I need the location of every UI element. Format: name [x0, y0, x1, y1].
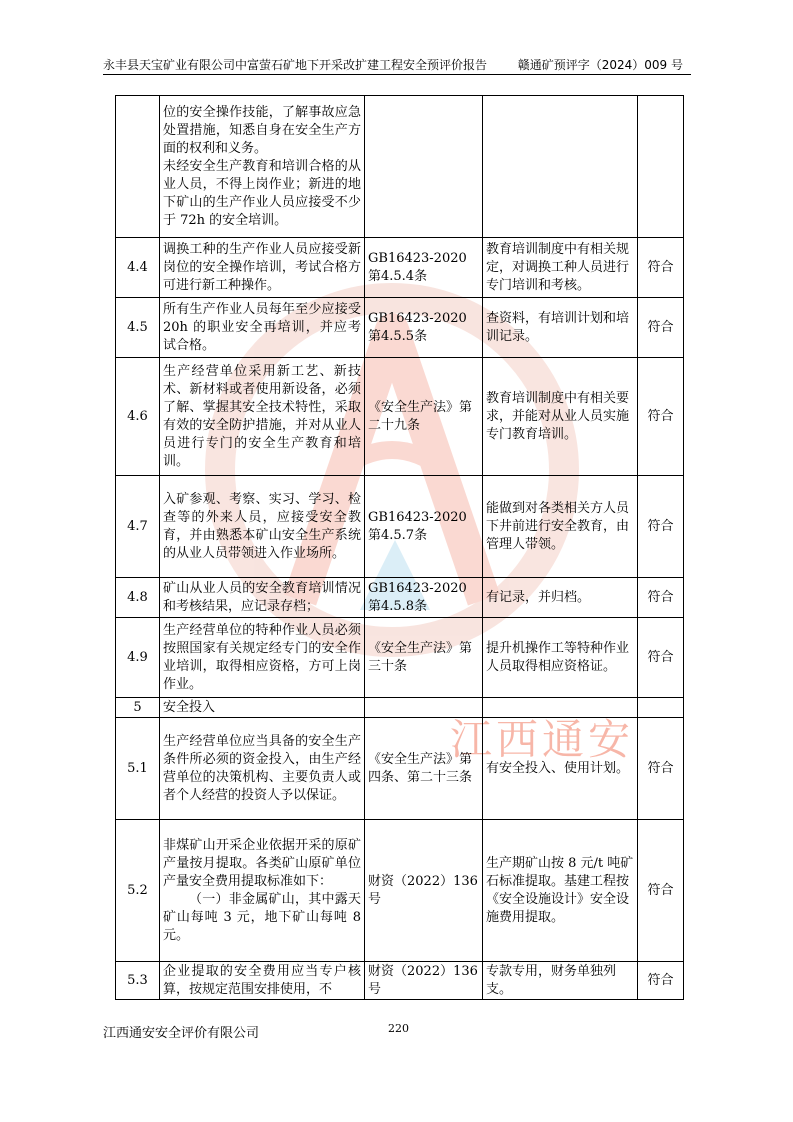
result-cell [638, 698, 684, 718]
requirement-text: 所有生产作业人员每年至少应接受 20h 的职业安全再培训，并应考试合格。 [163, 301, 361, 353]
item-number: 5 [116, 698, 160, 718]
report-title: 永丰县天宝矿业有限公司中富萤石矿地下开采改扩建工程安全预评价报告 [103, 58, 488, 72]
evaluation-table [115, 95, 684, 1000]
item-number [116, 96, 160, 238]
basis-cell: GB16423-2020第4.5.4条 [365, 238, 483, 298]
item-number: 4.4 [116, 238, 160, 298]
result-cell: 符合 [638, 238, 684, 298]
result-cell: 符合 [638, 820, 684, 962]
basis-cell: GB16423-2020第4.5.8条 [365, 578, 483, 618]
requirement-text: 未经安全生产教育和培训合格的从业人员，不得上岗作业；新进的地下矿山的生产作业人员应接受不少于 72h 的安全培训。 [163, 158, 361, 228]
basis-cell [365, 698, 483, 718]
basis-cell: 财资（2022）136号 [365, 962, 483, 1000]
table-row [116, 618, 684, 698]
status-cell [483, 698, 638, 718]
result-cell: 符合 [638, 962, 684, 1000]
result-cell: 符合 [638, 476, 684, 578]
result-cell [638, 96, 684, 238]
requirement-text: （一）非金属矿山，其中露天矿山每吨 3 元，地下矿山每吨 8 元。 [163, 891, 361, 943]
result-cell: 符合 [638, 298, 684, 358]
requirement-text: 生产经营单位应当具备的安全生产条件所必须的资金投入，由生产经营单位的决策机构、主要负责人或者个人经营的投资人予以保证。 [163, 733, 361, 803]
status-cell [483, 96, 638, 238]
requirement-cell [160, 476, 365, 578]
requirement-text: 生产经营单位的特种作业人员必须按照国家有关规定经专门的安全作业培训，取得相应资格，方可上岗作业。 [163, 622, 361, 692]
table-row [116, 962, 684, 1000]
basis-cell: GB16423-2020第4.5.7条 [365, 476, 483, 578]
requirement-text: 矿山从业人员的安全教育培训情况和考核结果，应记录存档； [163, 580, 361, 614]
document-number: 赣通矿预评字（2024）009 号 [517, 58, 683, 72]
status-cell: 提升机操作工等特种作业人员取得相应资格证。 [483, 618, 638, 698]
item-number: 4.8 [116, 578, 160, 618]
table-row [116, 358, 684, 476]
status-cell: 教育培训制度中有相关规定，对调换工种人员进行专门培训和考核。 [483, 238, 638, 298]
item-number: 4.7 [116, 476, 160, 578]
table-row [116, 578, 684, 618]
status-cell: 专款专用，财务单独列支。 [483, 962, 638, 1000]
requirement-text: 非煤矿山开采企业依据开采的原矿产量按月提取。各类矿山原矿单位产量安全费用提取标准如下： [163, 837, 361, 889]
requirement-cell [160, 358, 365, 476]
watermark-text: 江西通安 [450, 715, 635, 764]
result-cell: 符合 [638, 358, 684, 476]
basis-cell: 财资（2022）136号 [365, 820, 483, 962]
requirement-text: 企业提取的安全费用应当专户核算，按规定范围安排使用，不 [163, 963, 361, 997]
basis-cell: 《安全生产法》第四条、第二十三条 [365, 718, 483, 820]
footer-company: 江西通安安全评价有限公司 [103, 1026, 260, 1041]
status-cell: 教育培训制度中有相关要求，并能对从业人员实施专门教育培训。 [483, 358, 638, 476]
requirement-cell [160, 962, 365, 1000]
status-cell: 有记录，并归档。 [483, 578, 638, 618]
table-row [116, 238, 684, 298]
requirement-text: 生产经营单位采用新工艺、新技术、新材料或者使用新设备，必须了解、掌握其安全技术特性，采取有效的安全防护措施，并对从业人员进行专门的安全生产教育和培训。 [163, 363, 361, 469]
result-cell: 符合 [638, 718, 684, 820]
page-header [103, 56, 691, 75]
result-cell: 符合 [638, 578, 684, 618]
requirement-cell [160, 718, 365, 820]
item-number: 5.1 [116, 718, 160, 820]
status-cell: 查资料，有培训计划和培训记录。 [483, 298, 638, 358]
table-row [116, 96, 684, 238]
requirement-text: 位的安全操作技能，了解事故应急处置措施，知悉自身在安全生产方面的权利和义务。 [163, 104, 361, 156]
status-cell: 有安全投入、使用计划。 [483, 718, 638, 820]
page-number: 220 [388, 1022, 409, 1035]
table-row [116, 820, 684, 962]
section-row [116, 698, 684, 718]
table-row [116, 718, 684, 820]
item-number: 5.3 [116, 962, 160, 1000]
requirement-cell [160, 578, 365, 618]
result-cell: 符合 [638, 618, 684, 698]
requirement-cell [160, 238, 365, 298]
table-row [116, 298, 684, 358]
section-title: 安全投入 [160, 698, 365, 718]
requirement-cell [160, 618, 365, 698]
basis-cell: 《安全生产法》第三十条 [365, 618, 483, 698]
status-cell: 能做到对各类相关方人员下井前进行安全教育，由管理人带领。 [483, 476, 638, 578]
item-number: 4.9 [116, 618, 160, 698]
basis-cell [365, 96, 483, 238]
table-row [116, 476, 684, 578]
item-number: 4.6 [116, 358, 160, 476]
item-number: 4.5 [116, 298, 160, 358]
requirement-text: 调换工种的生产作业人员应接受新岗位的安全操作培训，考试合格方可进行新工种操作。 [163, 241, 361, 293]
item-number: 5.2 [116, 820, 160, 962]
basis-cell: GB16423-2020第4.5.5条 [365, 298, 483, 358]
status-cell: 生产期矿山按 8 元/t 吨矿石标准提取。基建工程按《安全设施设计》安全设施费用提取。 [483, 820, 638, 962]
requirement-cell [160, 820, 365, 962]
basis-cell: 《安全生产法》第二十九条 [365, 358, 483, 476]
requirement-cell [160, 298, 365, 358]
requirement-text: 入矿参观、考察、实习、学习、检查等的外来人员，应接受安全教育，并由熟悉本矿山安全生产系统的从业人员带领进入作业场所。 [163, 491, 361, 561]
requirement-cell [160, 96, 365, 238]
